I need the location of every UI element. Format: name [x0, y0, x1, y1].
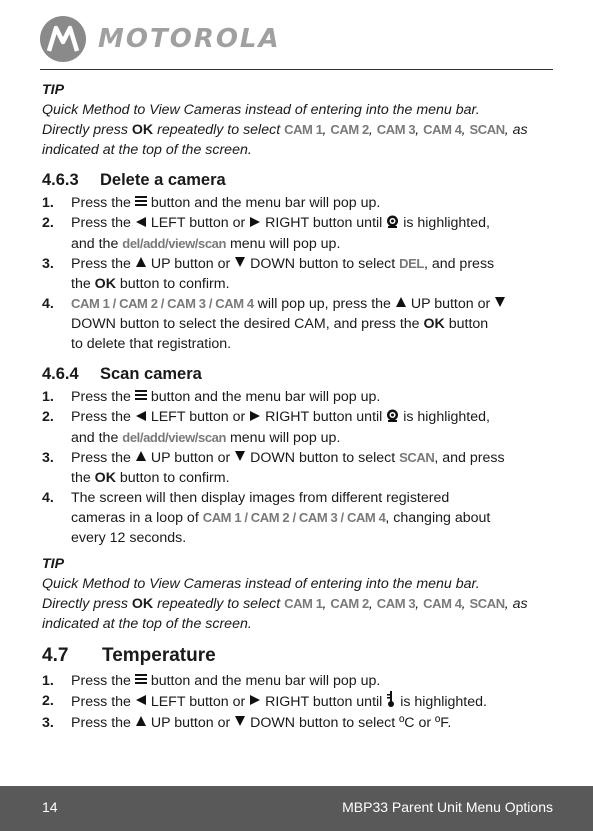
section-heading: 4.6.3 Delete a camera: [42, 171, 226, 189]
down-arrow-icon: [234, 713, 246, 733]
lcd-cam4: CAM 4: [423, 122, 462, 137]
lcd-cam1: CAM 1: [284, 595, 323, 611]
lcd-cam2: CAM 2: [330, 595, 369, 611]
list-item: 1. Press the button and the menu bar will pop up.: [42, 671, 553, 691]
tip-label: TIP: [42, 555, 65, 572]
tip-label: TIP: [42, 82, 65, 98]
lcd-cam2: CAM 2: [330, 122, 369, 137]
thermometer-icon: [386, 691, 396, 713]
page-content: [42, 78, 553, 733]
tip-block: [42, 554, 553, 634]
up-arrow-icon: [135, 713, 147, 733]
tip-line: Directly press OK repeatedly to select CAM 1, CAM 2, CAM 3, CAM 4, SCAN, as: [42, 122, 528, 138]
left-arrow-icon: [135, 408, 147, 428]
ok-key-label: OK: [131, 595, 154, 612]
list-item: 2. Press the LEFT button or RIGHT button until is highlighted, and the del/add/view/scan menu will pop up.: [42, 215, 490, 252]
steps-list: [42, 387, 553, 548]
lcd-cam3: CAM 3: [376, 595, 416, 611]
lcd-scan: SCAN: [399, 449, 435, 465]
camera-icon: [386, 214, 399, 234]
left-arrow-icon: [135, 214, 147, 234]
up-arrow-icon: [395, 294, 407, 314]
right-arrow-icon: [249, 408, 261, 428]
list-item: 2. Press the LEFT button or RIGHT button until is highlighted.: [42, 691, 553, 713]
menu-icon: [135, 671, 147, 691]
right-arrow-icon: [249, 692, 261, 712]
list-item: 4. CAM 1 / CAM 2 / CAM 3 / CAM 4 will pop up, press the UP button or DOWN button to select the desired CAM, and press the OK button to delete that registration.: [42, 294, 553, 354]
tip-line: Directly press OK repeatedly to select CAM 1, CAM 2, CAM 3, CAM 4, SCAN, as: [42, 595, 528, 612]
list-item: 3. Press the UP button or DOWN button to select ºC or ºF.: [42, 713, 553, 733]
list-item: 2. Press the LEFT button or RIGHT button until is highlighted, and the del/add/view/scan menu will pop up.: [42, 409, 490, 446]
list-item: 4. The screen will then display images from different registered cameras in a loop of CAM 1 / CAM 2 / CAM 3 / CAM 4, changing about every 12 seconds.: [42, 489, 491, 546]
footer-title: MBP33 Parent Unit Menu Options: [342, 799, 553, 815]
up-arrow-icon: [135, 254, 147, 274]
page-number: 14: [42, 799, 58, 815]
ok-key-label: OK: [94, 275, 116, 292]
ok-key-label: OK: [94, 469, 116, 486]
motorola-m-icon: [40, 16, 86, 62]
down-arrow-icon: [234, 254, 246, 274]
up-arrow-icon: [135, 448, 147, 468]
lcd-cam3: CAM 3: [376, 122, 416, 137]
section-heading: 4.7 Temperature: [42, 644, 216, 666]
left-arrow-icon: [135, 692, 147, 712]
down-arrow-icon: [494, 294, 506, 314]
tip-text: [42, 574, 553, 634]
section-heading: 4.6.4 Scan camera: [42, 365, 202, 383]
menu-icon: [135, 387, 147, 407]
lcd-cam4: CAM 4: [423, 595, 462, 611]
tip-block: [42, 80, 553, 160]
header: [40, 14, 281, 64]
lcd-del: DEL: [399, 255, 424, 271]
lcd-cam1: CAM 1: [284, 122, 323, 137]
ok-key-label: OK: [423, 316, 445, 332]
steps-list: [42, 671, 553, 734]
header-divider: [40, 69, 553, 70]
tip-line: Quick Method to View Cameras instead of entering into the menu bar.: [42, 575, 480, 592]
steps-list: [42, 193, 553, 354]
right-arrow-icon: [249, 214, 261, 234]
ok-key-label: OK: [131, 122, 154, 138]
tip-line: indicated at the top of the screen.: [42, 615, 252, 632]
list-item: 1. Press the button and the menu bar will pop up.: [42, 387, 553, 407]
camera-icon: [386, 408, 399, 428]
lcd-cam-list: CAM 1 / CAM 2 / CAM 3 / CAM 4: [71, 295, 254, 311]
brand-logo-text: MOTOROLA: [98, 24, 281, 54]
lcd-menu-text: del/add/view/scan: [122, 235, 227, 251]
footer-bar: [0, 786, 593, 831]
list-item: 1. Press the button and the menu bar will pop up.: [42, 193, 553, 213]
down-arrow-icon: [234, 448, 246, 468]
list-item: 3. Press the UP button or DOWN button to select DEL, and press the OK button to confirm.: [42, 255, 495, 292]
list-item: 3. Press the UP button or DOWN button to select SCAN, and press the OK button to confirm.: [42, 449, 505, 486]
menu-icon: [135, 193, 147, 213]
lcd-scan: SCAN: [469, 595, 505, 611]
lcd-menu-text: del/add/view/scan: [122, 429, 227, 445]
lcd-scan: SCAN: [469, 122, 505, 137]
tip-line: indicated at the top of the screen.: [42, 142, 252, 158]
tip-line: Quick Method to View Cameras instead of entering into the menu bar.: [42, 102, 480, 118]
tip-text: [42, 100, 553, 160]
lcd-cam-list: CAM 1 / CAM 2 / CAM 3 / CAM 4: [202, 509, 386, 525]
